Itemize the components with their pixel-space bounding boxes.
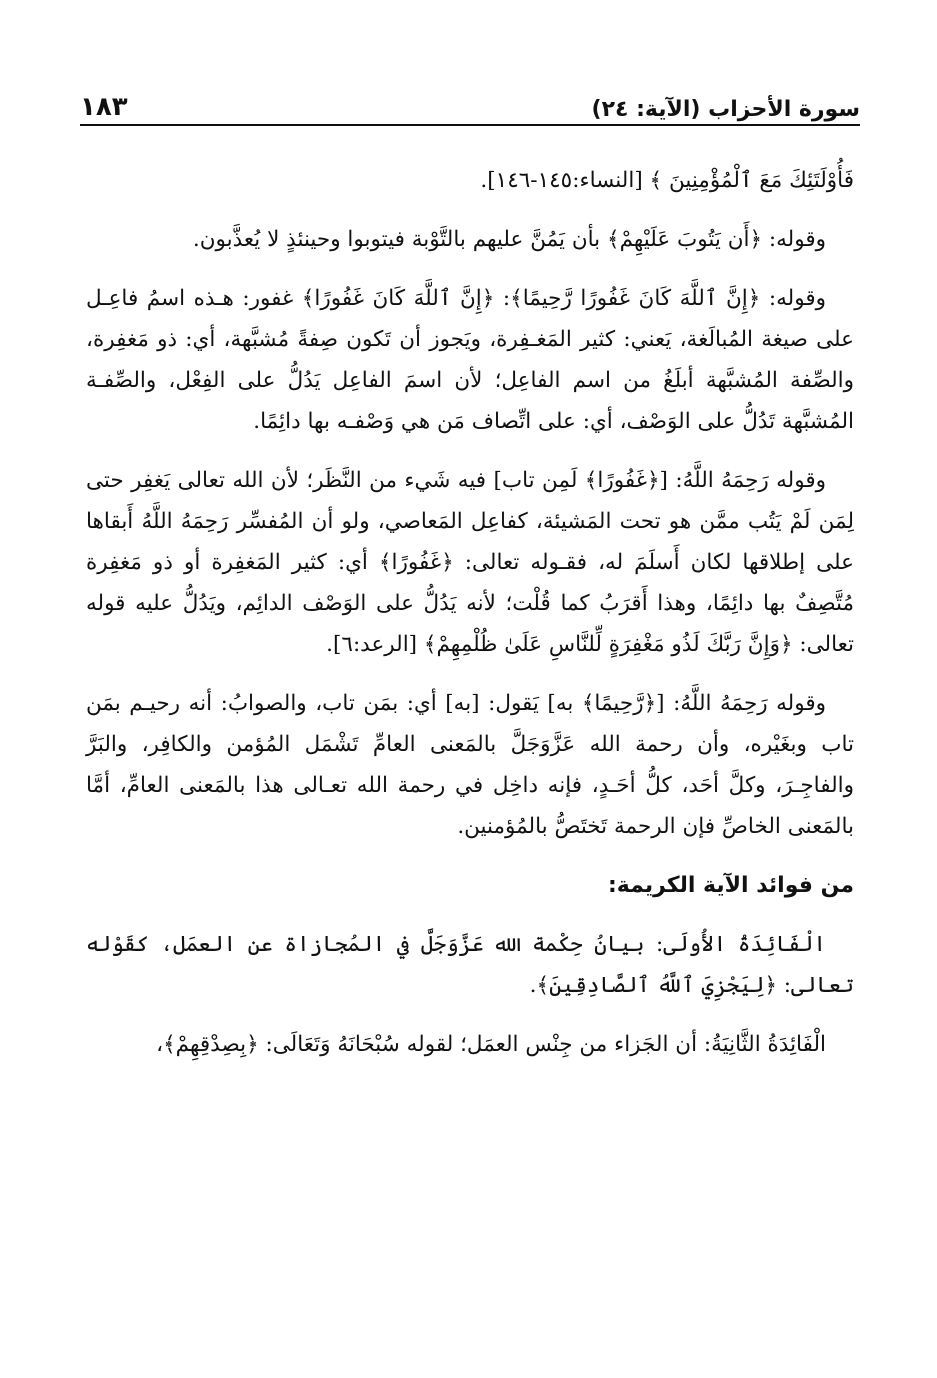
paragraph-rahim-commentary: وقوله رَحِمَهُ اللَّهُ: [﴿رَّحِيمًا﴾ به] يَقول: [به] أي: بمَن تاب، والصوابُ: أنه رحيـم بمَن تاب وبغَيْره، وأن رحمة الله عَزَّوَجَلَّ بالمَعنى العامِّ تَشْمَل المُؤمن والكافِر، والبَرَّ والفاجِـرَ، وكلَّ أحَد، كلُّ أحَـدٍ، فإنه داخِل في رحمة الله تعـالى هذا بالمَعنى العامِّ، أمَّا بالمَعنى الخاصِّ فإن الرحمة تَختَصُّ بالمُؤمنين. (86, 691, 854, 839)
header-divider (80, 124, 860, 126)
surah-title: سورة الأحزاب (الآية: ٢٤) (591, 97, 860, 122)
page-header (80, 78, 860, 122)
paragraph-ghafur-commentary: وقوله رَحِمَهُ اللَّهُ: [﴿غَفُورًا﴾ لَمِن تاب] فيه شَيء من النَّظَر؛ لأن الله تعالى يَغفِر حتى لِمَن لَمْ يَتُب ممَّن هو تحت المَشيئة، كفاعِل المَعاصي، ولو أن المُفسِّر رَحِمَهُ اللَّهُ أَبقاها على إطلاقها لكان أَسلَمَ له، فقـوله تعالى: ﴿غَفُورًا﴾ أي: كثير المَغفِرة أو ذو مَغفِرة مُتَّصِفٌ بها دائِمًا، وهذا أَقرَبُ كما قُلْت؛ لأنه يَدُلُّ على الوَصْف الدائِم، ويَدُلُّ عليه قوله تعالى: ﴿وَإِنَّ رَبَّكَ لَذُو مَغْفِرَةٍ لِّلنَّاسِ عَلَىٰ ظُلْمِهِمْ﴾ [الرعد:٦]. (86, 468, 854, 657)
page-number: ١٨٣ (80, 92, 128, 122)
paragraph-ghafur: وقوله: ﴿إِنَّ ٱللَّهَ كَانَ غَفُورًا رَّحِيمًا﴾: ﴿إِنَّ ٱللَّهَ كَانَ غَفُورًا﴾ غفور: هـذه اسمُ فاعِـل على صيغة المُبالَغة، يَعني: كثير المَغـفِرة، ويَجوز أن تَكون صِفةً مُشبَّهة، أي: ذو مَغفِرة، والصِّفة المُشبَّهة أبلَغُ من اسم الفاعِل؛ لأن اسمَ الفاعِل يَدُلُّ على الفِعْل، والصِّفـة المُشبَّهة تَدُلُّ على الوَصْف، أي: على اتِّصاف مَن هي وَصْفـه بها دائِمًا. (86, 286, 854, 434)
page-body (86, 160, 854, 1083)
paragraph-verse-continuation: فَأُوْلَتَئِكَ مَعَ ٱلْمُؤْمِنِينَ ﴾ [النساء:١٤٥-١٤٦]. (480, 168, 854, 193)
benefit-second: الْفَائِدَةُ الثَّانِيَةُ: أن الجَزاء من جِنْس العمَل؛ لقوله سُبْحَانَهُ وَتَعَالَى: ﴿بِصِدْقِهِمْ﴾، (156, 1032, 826, 1057)
section-title: من فوائد الآية الكريمة: (607, 873, 854, 898)
benefit-first: الْفَائِدَةُ الأُولَى: بيانُ حِكْمة الله عَزَّوَجَلَّ في المُجازاة عن العمَل، كقَوْله تعالى: ﴿لِيَجْزِيَ ٱللَّهُ ٱلصَّادِقِينَ﴾. (86, 932, 854, 998)
paragraph-repentance: وقوله: ﴿أَن يَتُوبَ عَلَيْهِمْ﴾ بأن يَمُنَّ عليهم بالتَّوْبة فيتوبوا وحينئذٍ لا يُعذَّبون. (192, 227, 826, 252)
